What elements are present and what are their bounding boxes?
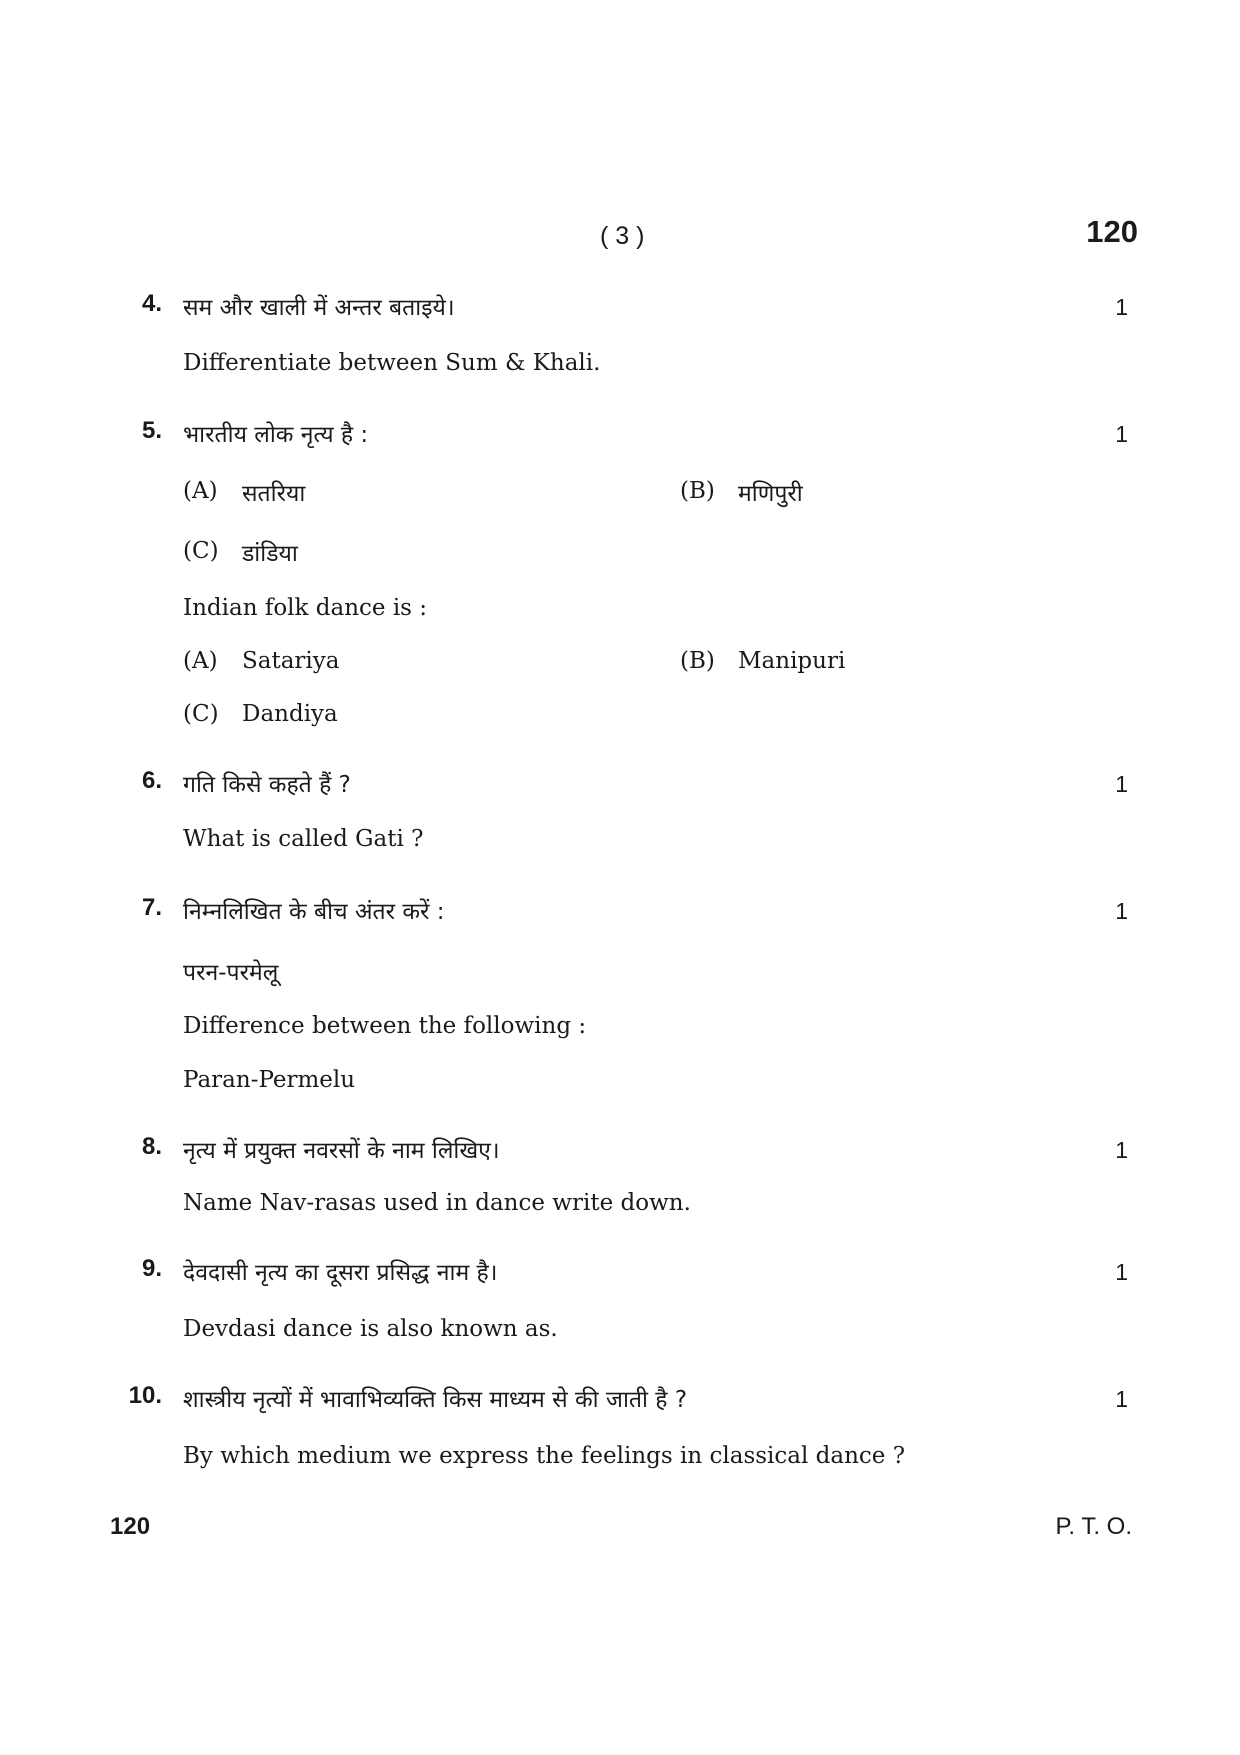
question-english: Devdasi dance is also known as. [183,1316,558,1342]
option-label-b-hindi: (B) [680,478,715,504]
option-c-hindi: डांडिया [242,541,298,567]
question-marks: 1 [1115,1259,1128,1285]
paper-code-bottom: 120 [110,1513,151,1540]
option-label-c-english: (C) [183,701,219,727]
option-a-hindi: सतरिया [242,481,306,507]
question-marks: 1 [1115,421,1128,447]
option-b-english: Manipuri [738,648,846,674]
question-english: Indian folk dance is : [183,595,428,621]
question-english: Difference between the following : [183,1013,587,1039]
question-hindi-sub: परन-परमेलू [183,960,279,986]
question-hindi: भारतीय लोक नृत्य है : [183,422,369,448]
question-english: What is called Gati ? [183,826,424,852]
page-number: ( 3 ) [600,222,645,250]
option-c-english: Dandiya [242,701,338,727]
question-number: 9. [141,1255,162,1282]
question-hindi: शास्त्रीय नृत्यों में भावाभिव्यक्ति किस माध्यम से की जाती है ? [183,1387,688,1413]
option-label-a-english: (A) [183,648,218,674]
option-a-english: Satariya [242,648,340,674]
question-hindi: निम्नलिखित के बीच अंतर करें : [183,899,445,925]
question-english: Differentiate between Sum & Khali. [183,350,601,376]
question-hindi: गति किसे कहते हैं ? [183,772,351,798]
question-english-sub: Paran-Permelu [183,1067,356,1093]
option-label-c-hindi: (C) [183,538,219,564]
question-english: By which medium we express the feelings in classical dance ? [183,1443,906,1469]
pto-label: P. T. O. [1055,1513,1132,1540]
question-number: 5. [141,417,162,444]
option-b-hindi: मणिपुरी [738,481,803,507]
option-label-a-hindi: (A) [183,478,218,504]
paper-code-top: 120 [1086,214,1138,249]
question-hindi: देवदासी नृत्य का दूसरा प्रसिद्ध नाम है। [183,1260,498,1286]
question-marks: 1 [1115,294,1128,320]
question-hindi: नृत्य में प्रयुक्त नवरसों के नाम लिखिए। [183,1138,500,1164]
question-number: 10. [128,1382,162,1409]
question-marks: 1 [1115,771,1128,797]
question-number: 6. [141,767,162,794]
question-number: 7. [141,894,162,921]
question-number: 4. [141,290,162,317]
question-marks: 1 [1115,1386,1128,1412]
question-marks: 1 [1115,898,1128,924]
question-english: Name Nav-rasas used in dance write down. [183,1190,691,1216]
question-marks: 1 [1115,1137,1128,1163]
option-label-b-english: (B) [680,648,715,674]
question-hindi: सम और खाली में अन्तर बताइये। [183,295,455,321]
question-number: 8. [141,1133,162,1160]
